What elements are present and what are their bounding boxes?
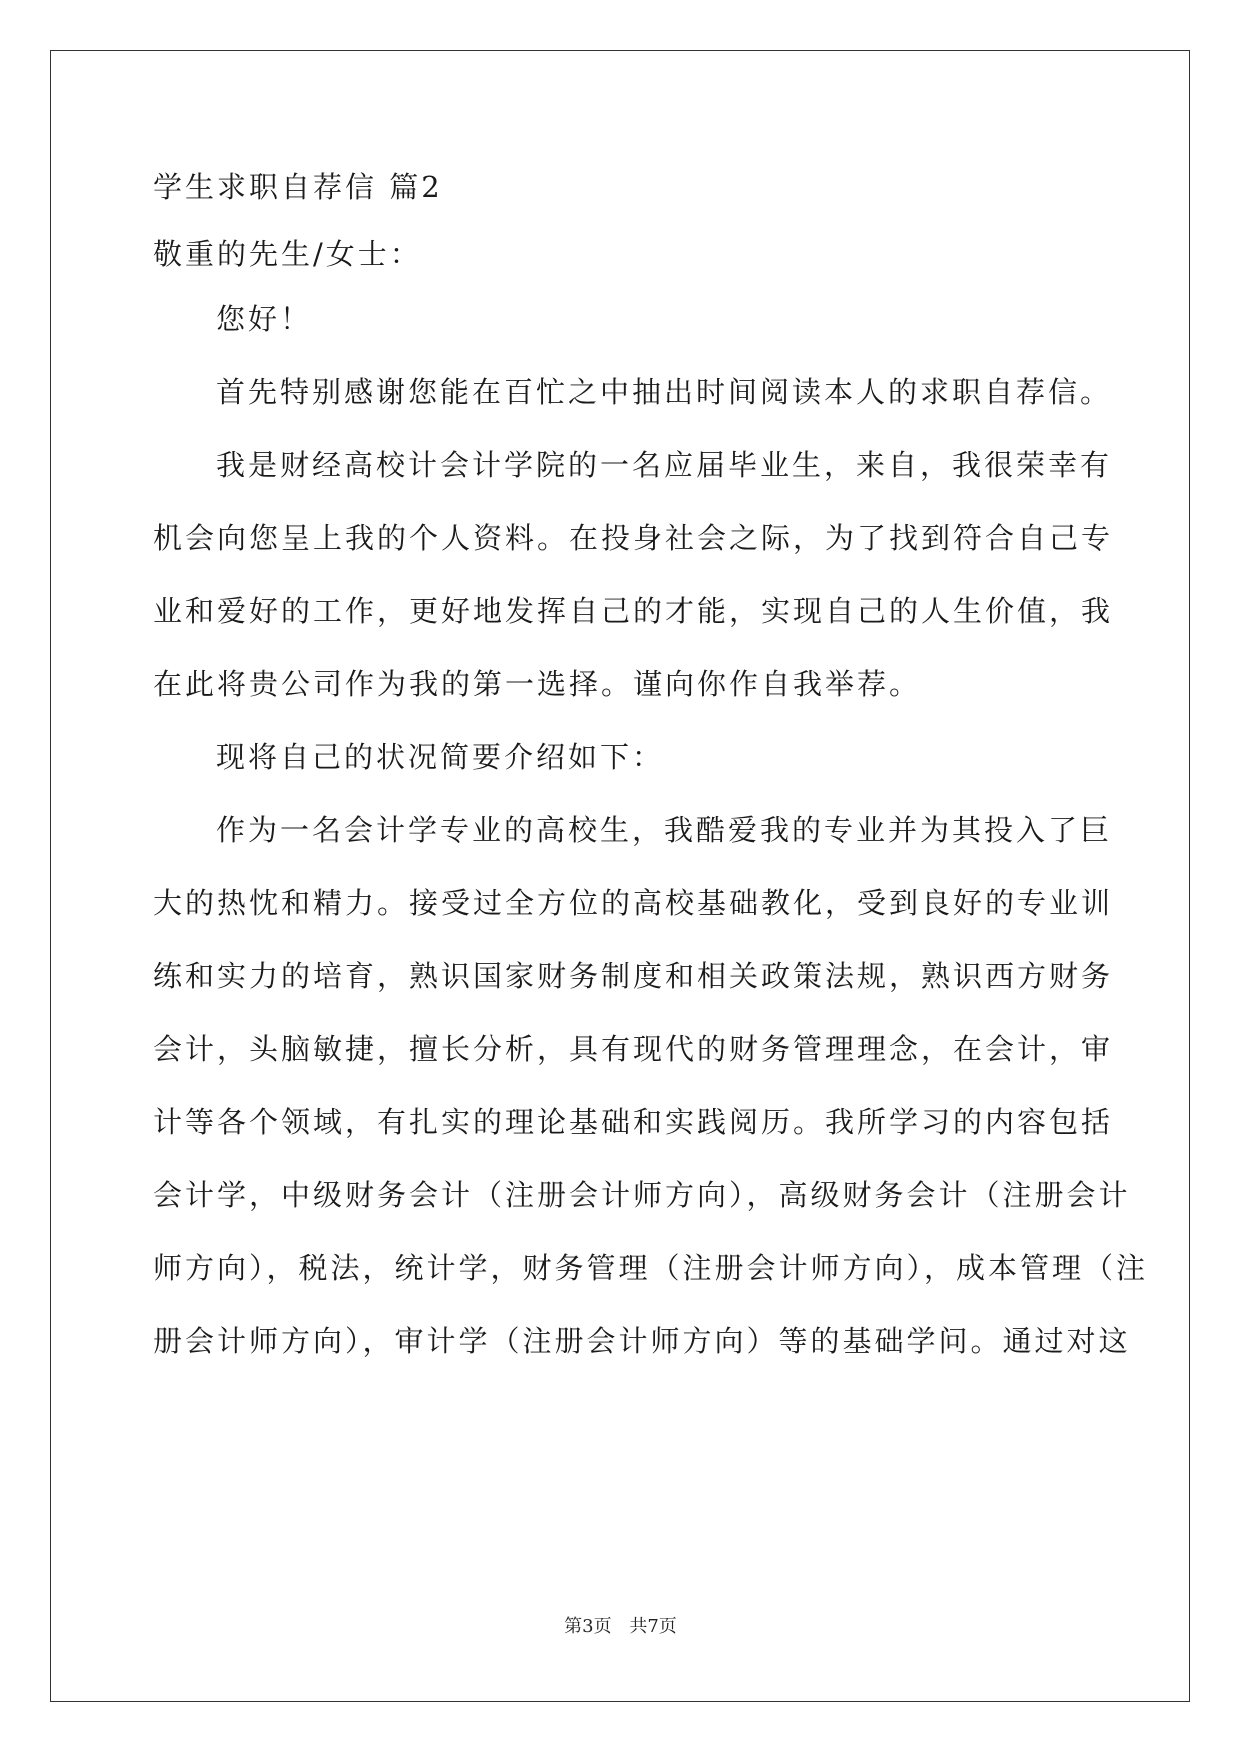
paragraph-line: 会计学，中级财务会计（注册会计师方向），高级财务会计（注册会计: [153, 1178, 1131, 1212]
paragraph-greeting: [153, 292, 1093, 345]
paragraph-line: 首先特别感谢您能在百忙之中抽出时间阅读本人的求职自荐信。: [216, 375, 1113, 409]
paragraph-line: 册会计师方向），审计学（注册会计师方向）等的基础学问。通过对这: [153, 1324, 1131, 1358]
paragraph-line: 机会向您呈上我的个人资料。在投身社会之际，为了找到符合自己专: [153, 521, 1114, 555]
document-heading: 学生求职自荐信 篇2: [153, 170, 443, 204]
paragraph-line: 练和实力的培育，熟识国家财务制度和相关政策法规，熟识西方财务: [153, 959, 1114, 993]
paragraph-line: 会计，头脑敏捷，擅长分析，具有现代的财务管理理念，在会计，审: [153, 1032, 1114, 1066]
paragraph-overview: [153, 730, 1093, 783]
document-body: [153, 160, 1149, 1387]
paragraph-line: 您好！: [216, 302, 313, 336]
paragraph-line: 作为一名会计学专业的高校生，我酷爱我的专业并为其投入了巨: [216, 813, 1113, 847]
salutation: 敬重的先生/女士：: [153, 237, 422, 271]
paragraph-line: 师方向），税法，统计学，财务管理（注册会计师方向），成本管理（注: [153, 1251, 1149, 1285]
paragraph-background: [153, 803, 1149, 1367]
page-number: 第3页: [564, 1616, 612, 1637]
page-footer: [0, 1612, 1241, 1638]
paragraph-line: 我是财经高校计会计学院的一名应届毕业生，来自，我很荣幸有: [216, 448, 1113, 482]
paragraph-line: 大的热忱和精力。接受过全方位的高校基础教化，受到良好的专业训: [153, 886, 1114, 920]
paragraph-thanks: [153, 365, 1113, 418]
paragraph-line: 计等各个领域，有扎实的理论基础和实践阅历。我所学习的内容包括: [153, 1105, 1114, 1139]
paragraph-line: 在此将贵公司作为我的第一选择。谨向你作自我举荐。: [153, 667, 922, 701]
paragraph-introduction: [153, 438, 1114, 710]
paragraph-line: 业和爱好的工作，更好地发挥自己的才能，实现自己的人生价值，我: [153, 594, 1114, 628]
page-total: 共7页: [629, 1616, 677, 1637]
paragraph-line: 现将自己的状况简要介绍如下：: [216, 740, 665, 774]
